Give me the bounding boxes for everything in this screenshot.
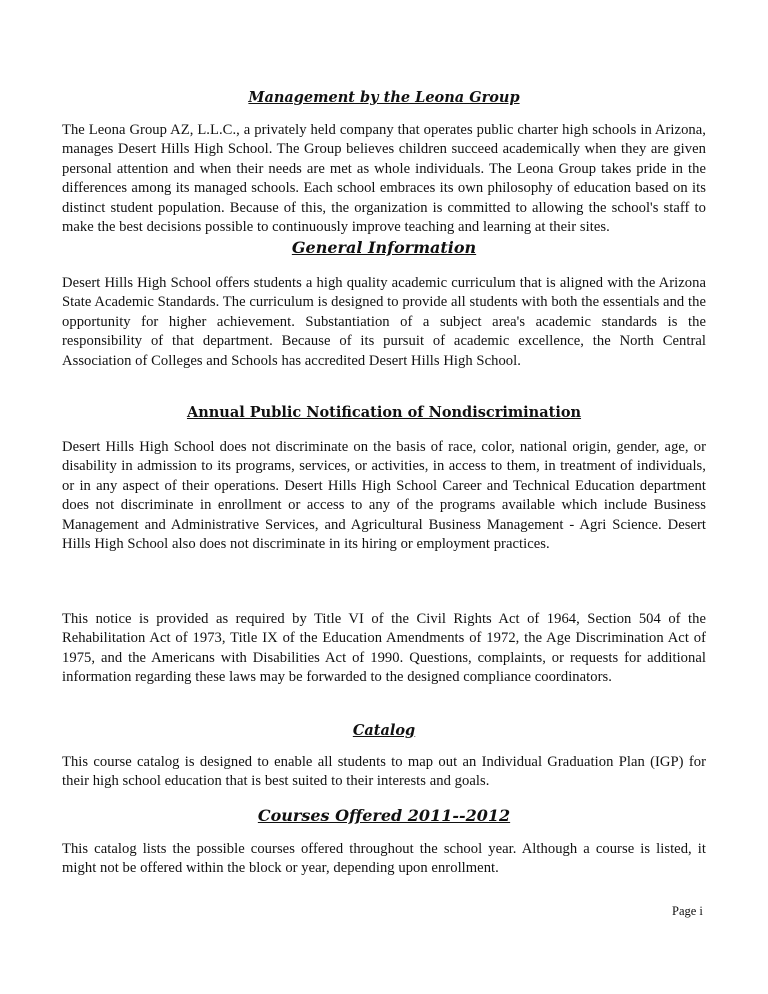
- paragraph-catalog: This course catalog is designed to enable all students to map out an Individual Graduation Plan (IGP) for their high school education that is best suited to their interests and goals.: [62, 754, 706, 790]
- heading-catalog: Catalog: [352, 722, 416, 739]
- paragraph-general-information: Desert Hills High School offers students a high quality academic curriculum that is aligned with the Arizona State Academic Standards. The curriculum is designed to provide all students with both the essentials and the opportunity for higher achievement. Substantiation of a subject area's academic standards is the responsibility of that department. Because of its pursuit of academic excellence, the North Central Association of Colleges and Schools has accredited Desert Hills High School.: [62, 275, 706, 369]
- paragraph-courses-offered: This catalog lists the possible courses offered throughout the school year. Although a course is listed, it might not be offered within the block or year, depending upon enrollment.: [62, 841, 706, 877]
- paragraph-management: The Leona Group AZ, L.L.C., a privately held company that operates public charter high schools in Arizona, manages Desert Hills High School. The Group believes children succeed academically when they are given personal attention and when their needs are met as whole individuals. The Leona Group takes pride in the differences among its managed schools. Each school embraces its own philosophy of education based on its distinct student population. Because of this, the organization is committed to allowing the school's staff to make the best decisions possible to continuously improve teaching and learning at their sites.: [62, 122, 706, 236]
- paragraph-notice: This notice is provided as required by Title VI of the Civil Rights Act of 1964, Section 504 of the Rehabilitation Act of 1973, Title IX of the Education Amendments of 1972, the Age Discrimination Act of 1975, and the Americans with Disabilities Act of 1990. Questions, complaints, or requests for additional information regarding these laws may be forwarded to the designed compliance coordinators.: [62, 611, 706, 686]
- heading-general-information: General Information: [291, 238, 477, 257]
- heading-management: Management by the Leona Group: [248, 89, 520, 106]
- heading-nondiscrimination: Annual Public Notification of Nondiscrimination: [186, 404, 582, 421]
- page-number: Page i: [672, 904, 703, 918]
- paragraph-nondiscrimination: Desert Hills High School does not discriminate on the basis of race, color, national origin, gender, age, or disability in admission to its programs, services, or activities, in access to them, in treatment of individuals, or in any aspect of their operations. Desert Hills High School Career and Technical Education department does not discriminate in enrollment or access to any of the programs available which include Business Management and Administrative Services, and Agricultural Business Management - Agri Science. Desert Hills High School also does not discriminate in its hiring or employment practices.: [62, 439, 706, 553]
- heading-courses-offered: Courses Offered 2011--2012: [257, 806, 511, 825]
